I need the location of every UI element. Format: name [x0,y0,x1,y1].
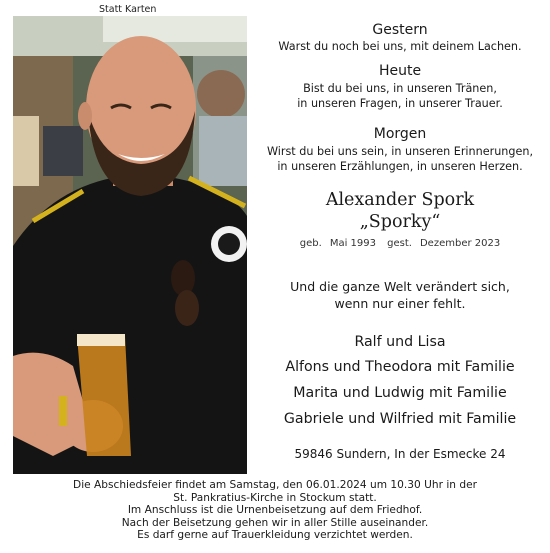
life-dates [258,238,542,249]
born-value: Mai 1993 [329,238,376,249]
poem-line: Bist du bei uns, in unseren Tränen, [303,82,497,95]
poem-line: in unseren Erzählungen, in unseren Herzen. [277,160,523,173]
mourner-line: Gabriele und Wilfried mit Familie [283,411,517,427]
ceremony-line: Nach der Beisetzung gehen wir in aller Stille auseinander. [121,516,429,529]
poem-line: Warst du noch bei uns, mit deinem Lachen. [278,40,522,53]
ceremony-line: Die Abschiedsfeier findet am Samstag, den 06.01.2024 um 10.30 Uhr in der [73,479,477,491]
deceased-name: Alexander Spork [325,190,475,210]
ceremony-info [0,479,550,542]
poem-heading-3: Morgen [373,126,427,142]
deceased-nickname: „Sporky“ [359,212,441,232]
poem-line: in unseren Fragen, in unserer Trauer. [297,97,503,110]
mourner-line: Marita und Ludwig mit Familie [293,385,507,401]
mourner-line: Alfons und Theodora mit Familie [285,359,515,375]
ceremony-line: St. Pankratius-Kirche in Stockum statt. [173,491,377,504]
poem-line: Wirst du bei uns sein, in unseren Erinnerungen, [266,145,534,158]
died-label: gest. [387,238,412,249]
poem-heading-2: Heute [378,63,422,79]
portrait-illustration [13,16,247,474]
died-value: Dezember 2023 [419,238,501,249]
portrait-photo [13,16,247,474]
address: 59846 Sundern, In der Esmecke 24 [294,447,506,461]
mourner-line: Ralf und Lisa [354,334,446,350]
quote-line: wenn nur einer fehlt. [334,296,466,311]
quote-line: Und die ganze Welt verändert sich, [290,279,510,294]
header-note: Statt Karten [99,4,157,15]
born-label: geb. [299,238,322,249]
ceremony-line: Im Anschluss ist die Urnenbeisetzung auf dem Friedhof. [127,504,423,517]
ceremony-line: Es darf gerne auf Trauerkleidung verzichtet werden. [137,529,413,542]
poem-heading-1: Gestern [372,22,428,38]
